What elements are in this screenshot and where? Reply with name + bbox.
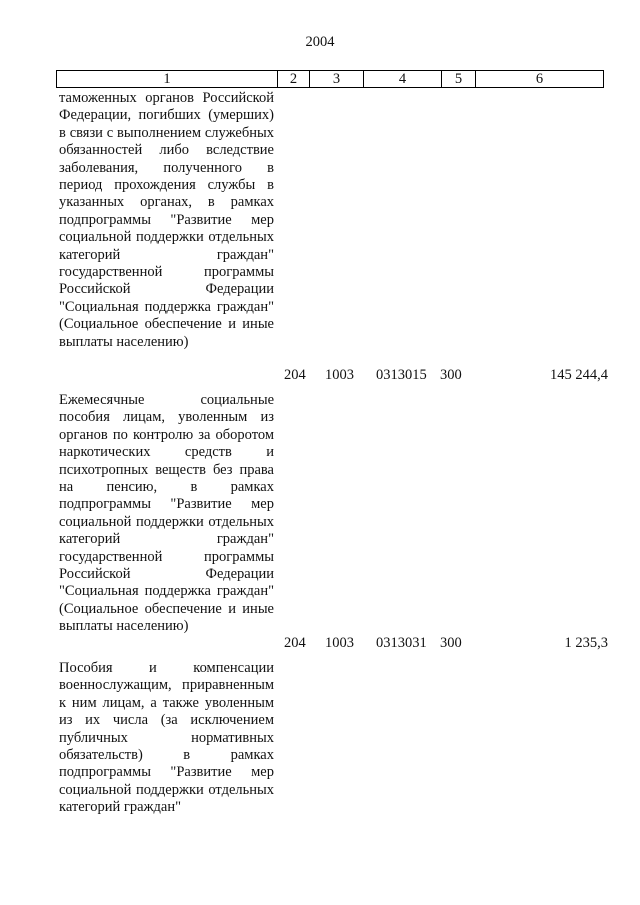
row-col-5: 300: [440, 367, 462, 383]
row-col-3: 1003: [325, 635, 354, 651]
row-col-5: 300: [440, 635, 462, 651]
row-description: таможенных органов Российской Федерации, погибших (умерших) в связи с выполнением служебных обязанностей либо вследствие заболевания, полученного в период прохождения службы в указанных органах, в рамках подпрограммы "Развитие мер социальной поддержки отдельных категорий граждан" государственной программы Российской Федерации "Социальная поддержка граждан" (Социальное обеспечение и иные выплаты населению): [59, 90, 274, 350]
table-header: [56, 70, 604, 88]
row-col-3: 1003: [325, 367, 354, 383]
row-description: Ежемесячные социальные пособия лицам, уволенным из органов по контролю за оборотом наркотических средств и психотропных веществ без права на пенсию, в рамках подпрограммы "Развитие мер социальной поддержки отдельных категорий граждан" государственной программы Российской Федерации "Социальная поддержка граждан" (Социальное обеспечение и иные выплаты населению): [59, 392, 274, 635]
row-col-2: 204: [284, 367, 306, 383]
column-header-3: 3: [310, 71, 364, 87]
row-col-6: 1 235,3: [564, 635, 608, 651]
row-description: Пособия и компенсации военнослужащим, приравненным к ним лицам, а также уволенным из их числа (за исключением публичных нормативных обязательств) в рамках подпрограммы "Развитие мер социальной поддержки отдельных категорий граждан": [59, 660, 274, 816]
row-col-4: 0313031: [376, 635, 427, 651]
column-header-1: 1: [57, 71, 278, 87]
page-number: 2004: [305, 34, 335, 50]
row-col-6: 145 244,4: [550, 367, 608, 383]
row-col-4: 0313015: [376, 367, 427, 383]
row-col-2: 204: [284, 635, 306, 651]
column-header-5: 5: [442, 71, 476, 87]
column-header-4: 4: [364, 71, 442, 87]
column-header-2: 2: [278, 71, 310, 87]
column-header-6: 6: [535, 71, 544, 87]
